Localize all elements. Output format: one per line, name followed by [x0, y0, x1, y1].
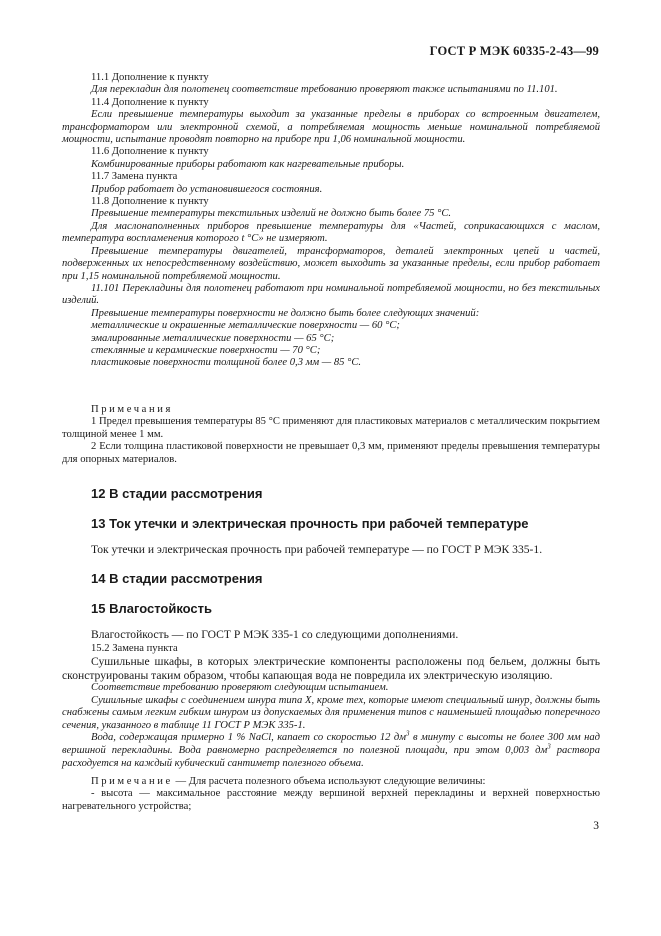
clause-11-paragraph: 11.1 Дополнение к пункту: [91, 72, 209, 83]
note-1: 1 Предел превышения температуры 85 °С применяют для пластиковых материалов с металлическим покрытием толщиной менее 1 мм.: [62, 416, 600, 440]
heading-15: 15 Влагостойкость: [91, 601, 213, 616]
clause-11-paragraph: 11.4 Дополнение к пункту: [91, 96, 209, 108]
clause-15-block: [62, 628, 600, 770]
clause-11-paragraph: Если превышение температуры выходит за указанные пределы в приборах со встроенным двигателем, трансформатором или электронной схемой, а потребляемая мощность меньше номинальной потребляемой мощности, испытание проводят повторно на приборе при 1,06 номинальной мощности.: [62, 109, 600, 146]
clause-11-paragraph: 11.101 Перекладины для полотенец работают при номинальной потребляемой мощности, но без текстильных изделий.: [62, 282, 600, 307]
clause-11-paragraph: металлические и окрашенные металлические поверхности — 60 °С;: [91, 320, 400, 332]
paragraph-13: Ток утечки и электрическая прочность при рабочей температуре — по ГОСТ Р МЭК 335-1.: [91, 543, 543, 556]
clause-11-paragraph: Комбинированные приборы работают как нагревательные приборы.: [91, 158, 405, 170]
clause-11-paragraph: 11.6 Дополнение к пункту: [91, 146, 209, 158]
clause-11-paragraph: 11.8 Дополнение к пункту: [91, 196, 209, 208]
clause-11-paragraph: Превышение температуры поверхности не должно быть более следующих значений:: [91, 307, 480, 319]
clause-11-paragraph: пластиковые поверхности толщиной более 0,3 мм — 85 °С.: [91, 357, 362, 369]
notes-block: [62, 404, 600, 466]
paragraph-15d: Соответствие требованию проверяют следующим испытанием.: [91, 682, 389, 694]
note-2-line: - высота — максимальное расстояние между вершиной верхней перекладины и верхней поверхностью нагревательного устройства;: [62, 788, 600, 812]
note-2: 2 Если толщина пластиковой поверхности не превышает 0,3 мм, применяют пределы превышения температуры для опорных материалов.: [62, 441, 600, 465]
paragraph-15b: 15.2 Замена пункта: [91, 642, 178, 654]
clause-11-paragraph: эмалированные металлические поверхности — 65 °С;: [91, 332, 335, 344]
heading-14: 14 В стадии рассмотрения: [91, 571, 263, 586]
notes-title: Примечания: [91, 404, 173, 415]
document-header: ГОСТ Р МЭК 60335-2-43—99: [429, 44, 599, 58]
clause-11-block: [62, 72, 600, 370]
clause-11-paragraph: Превышение температуры двигателей, трансформаторов, деталей электронных цепей и частей, подверженных их непосредственному воздействию, может выходить за указанные пределы, если прибор работает при 1,15 номинальной потребляемой мощности.: [62, 245, 600, 282]
note-2-block: [62, 776, 600, 813]
clause-11-paragraph: Превышение температуры текстильных изделий не должно быть более 75 °С.: [91, 208, 452, 220]
note-2-text: Примечание — Для расчета полезного объема используют следующие величины:: [91, 776, 486, 787]
page-number: 3: [593, 820, 599, 832]
paragraph-15e: Сушильные шкафы с соединением шнура типа X, кроме тех, которые имеют специальный шнур, должны быть снабжены самым легким гибким шнуром из допускаемых для применения типов с наименьшей площадью поперечного сечения, указанного в таблице 11 ГОСТ Р МЭК 335-1.: [62, 694, 600, 731]
clause-11-paragraph: Для перекладин для полотенец соответствие требованию проверяют также испытаниями по 11.101.: [91, 84, 558, 96]
paragraph-15f: Вода, содержащая примерно 1 % NaCl, капает со скоростью 12 $дм^3$ в минуту с высоты не более 300 мм над вершиной перекладины. Вода равномерно распределяется по полезной площади, при этом 0,003 $дм^3$ раствора расходуется на каждый кубический сантиметр полезного объема.: [62, 729, 600, 769]
clause-11-paragraph: 11.7 Замена пункта: [91, 171, 178, 183]
clause-11-paragraph: Для маслонаполненных приборов превышение температуры для «Частей, соприкасающихся с маслом, температура воспламенения которого t °С» не измеряют.: [62, 220, 600, 245]
paragraph-15c: Сушильные шкафы, в которых электрические компоненты расположены под бельем, должны быть сконструированы таким образом, чтобы капающая вода не повредила их электрическую изоляцию.: [62, 655, 600, 682]
heading-12: 12 В стадии рассмотрения: [91, 486, 263, 501]
heading-13: 13 Ток утечки и электрическая прочность при рабочей температуре: [91, 516, 529, 531]
clause-11-paragraph: Прибор работает до установившегося состояния.: [91, 183, 323, 195]
paragraph-15a: Влагостойкость — по ГОСТ Р МЭК 335-1 со следующими дополнениями.: [91, 628, 459, 641]
clause-11-paragraph: стеклянные и керамические поверхности — 70 °С;: [91, 344, 321, 356]
